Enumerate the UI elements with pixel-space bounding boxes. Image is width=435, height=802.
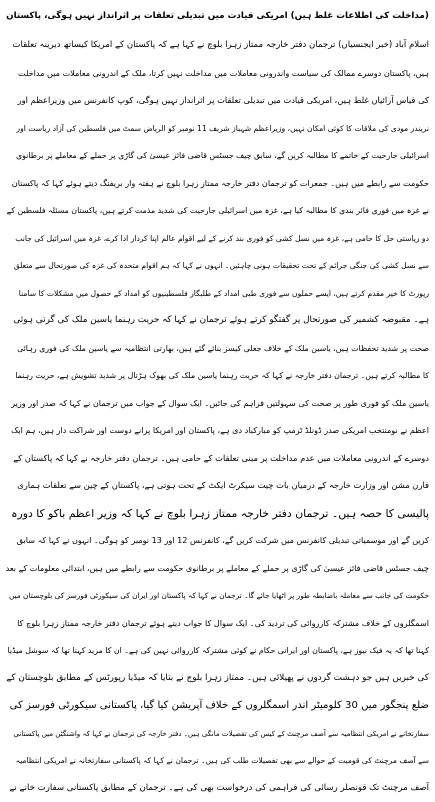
article-line: کا مطالبہ کرتے ہیں۔ ترجمان دفتر خارجہ نے کہا کہ حریت رہنما یاسین ملک کی بھوک ہڑتال پر شدید تشویش ہے، حریت رہنما	[6, 362, 429, 390]
article-body	[6, 32, 429, 802]
article-line: حکومت کی جانب سے معاملہ باضابطہ طور پر اٹھایا جائے گا۔ ترجمان نے کہا کہ پاکستان اور ایران کی سیکورٹی فورسز کی بلوچستان میں	[6, 582, 429, 610]
headline: (مداخلت کی اطلاعات غلط ہیں) امریکی قیادت میں تبدیلی تعلقات پر اثرانداز نہیں ہوگی، پاکستان	[6, 4, 429, 28]
article-line: حکومت سے رابطے میں ہیں۔ جمعرات کو ترجمان دفتر خارجہ ممتاز زہرا بلوچ نے ہفتہ وار بریفنگ دیتے ہوئے کہا کہ پاکستان	[6, 170, 429, 198]
article-line: اسرائیلی جارحیت کے خاتمے کا مطالبہ کریں گے، سابق چیف جسٹس قاضی فائز عیسیٰ کی گاڑی پر حملے کے معاملے پر برطانوی	[6, 142, 429, 170]
article-line: ہیں، پاکستان دوسرے ممالک کی سیاست واندرونی معاملات میں مداخلت نہیں کرتا، ملک کے اندرونی معاملات میں مداخلت	[6, 60, 429, 88]
article-line: کی خبریں ہیں جو دہشت گردوں نے پھیلائی ہیں۔ ممتاز زہرا بلوچ نے بتایا کہ میڈیا رپورٹس کے مطابق بلوچستان کے	[6, 665, 429, 693]
article-line: اسلام آباد (خبر ایجنسیاں) ترجمان دفتر خارجہ ممتاز زہرا بلوچ نے کہا ہے کہ پاکستان کے امریکا کیساتھ دیرینہ تعلقات	[6, 32, 429, 60]
article-line: کہنا تھا کہ یہ فیک نیوز ہے، پاکستان اور ایرانی حکام نے کوئی مشترکہ کارروائی نہیں کی ہے۔ ان کا مزید کہنا تھا کہ سوشل میڈیا	[6, 637, 429, 665]
article-line: سے نسل کشی کی جنگی جرائم کے تحت تحقیقات ہونی چاہئیں۔ انہوں نے کہا کہ ہم اقوام متحدہ کی غزہ کی صورتحال سے متعلق	[6, 252, 429, 280]
article-line: دو ریاستی حل کا حامی ہے، غزہ میں نسل کشی کو فوری بند کرنے کے لیے اقوام عالم اپنا کردار ادا کرے، غزہ میں اسرائیل کی جانب	[6, 225, 429, 253]
article-line: یاسین ملک کو فوری طور پر صحت کی سہولتیں فراہم کی جائیں۔ ایک سوال کے جواب میں ترجمان نے کہا کہ صدر اور وزیر	[6, 390, 429, 418]
article-line: اعظم نے نومنتخب امریکی صدر ڈونلڈ ٹرمپ کو مبارکباد دی ہے، پاکستان اور امریکا پرانے دوست اور شراکت دار ہیں، ہم ایک	[6, 417, 429, 445]
article-line: نے غزہ میں فوری فائر بندی کا مطالبہ کیا ہے، غزہ میں اسرائیلی جارحیت کی شدید مذمت کرتے ہیں، پاکستان مسئلہ فلسطین کے	[6, 197, 429, 225]
article-line: اسمگلروں کے خلاف مشترکہ کارروائی کی تردید کی۔ ایک سوال کا جواب دیتے ہوئے ترجمان دفتر خارجہ ممتاز زہرا بلوچ کا	[6, 610, 429, 638]
article-line: پالیسی کا حصہ ہیں۔ ترجمان دفتر خارجہ ممتاز زہرا بلوچ نے کہا کہ وزیر اعظم باکو کا دورہ	[6, 500, 429, 528]
article-line: کی قیاس آرائیاں غلط ہیں، امریکی قیادت میں تبدیلی تعلقات پر اثرانداز نہیں ہوگی، کوپ کانفرنس میں وزیراعظم اور	[6, 87, 429, 115]
article-line: دوسرے کے اندرونی معاملات میں عدم مداخلت پر مبنی تعلقات کے حامی ہیں۔ ترجمان دفتر خارجہ نے کہا کہ پاکستان کے	[6, 445, 429, 473]
article-line: رپورٹ کا خیر مقدم کرتے ہیں، ایسے حملوں سے فوری طبی امداد کے طلبگار فلسطینیوں کو امداد کے حصول میں مشکلات کا سامنا	[6, 280, 429, 308]
article-line: چیف جسٹس قاضی فائز عیسیٰ کی گاڑی پر حملے کے معاملے پر برطانوی حکومت سے رابطے میں ہیں، ابتدائی معلومات کے بعد	[6, 555, 429, 583]
article-line: سے آصف مرچنٹ کی قومیت کے حوالے سے بھی تفصیلات طلب کی ہیں۔ ترجمان نے کہا کہ پاکستانی سفارتخانہ نے امریکی انتظامیہ	[6, 747, 429, 775]
article-line: نریندر مودی کی ملاقات کا کوئی امکان نہیں، وزیراعظم شہباز شریف 11 نومبر کو الریاض سمٹ میں فلسطین کی آزاد ریاست اور	[6, 115, 429, 143]
article-line: ضلع پنجگور میں 30 کلومیٹر اندر اسمگلروں کے خلاف آپریشن کیا گیا، پاکستانی سیکورٹی فورسز کی	[6, 692, 429, 720]
article-line: آصف مرچنٹ تک قونصلر رسائی کی فراہمی کی درخواست بھی کی ہے۔ ترجمان کے مطابق پاکستانی سفارت خانے نے	[6, 775, 429, 802]
article-line: کریں گے اور موسمیاتی تبدیلی کانفرنس میں شرکت کریں گے، کانفرنس 12 اور 13 نومبر کو ہوگی۔ انہوں نے کہا کہ سابق	[6, 527, 429, 555]
article-line: صحت پر شدید تحفظات ہیں، یاسین ملک کے خلاف جعلی کیسز بنائے گئے ہیں، بھارتی انتظامیہ سے یاسین ملک کی فوری رہائی	[6, 335, 429, 363]
article-line: سفارتخانے نے امریکی انتظامیہ سے آصف مرچنٹ کے کیس کی تفصیلات مانگی ہیں۔ دفتر خارجہ کی ترجمان نے کہا کہ واشنگٹن میں پاکستانی	[6, 720, 429, 748]
article-line: ہے۔ مقبوضہ کشمیر کی صورتحال پر گفتگو کرتے ہوئے ترجمان نے کہا کہ حریت رہنما یاسین ملک کی گرتی ہوئی	[6, 307, 429, 335]
article-line: فارن مشن اور وزارت خارجہ کے درمیان بات چیت سیکرٹ ایکٹ کے تحت ہوتی ہے، پاکستان کے چین سے تعلقات ہماری	[6, 472, 429, 500]
